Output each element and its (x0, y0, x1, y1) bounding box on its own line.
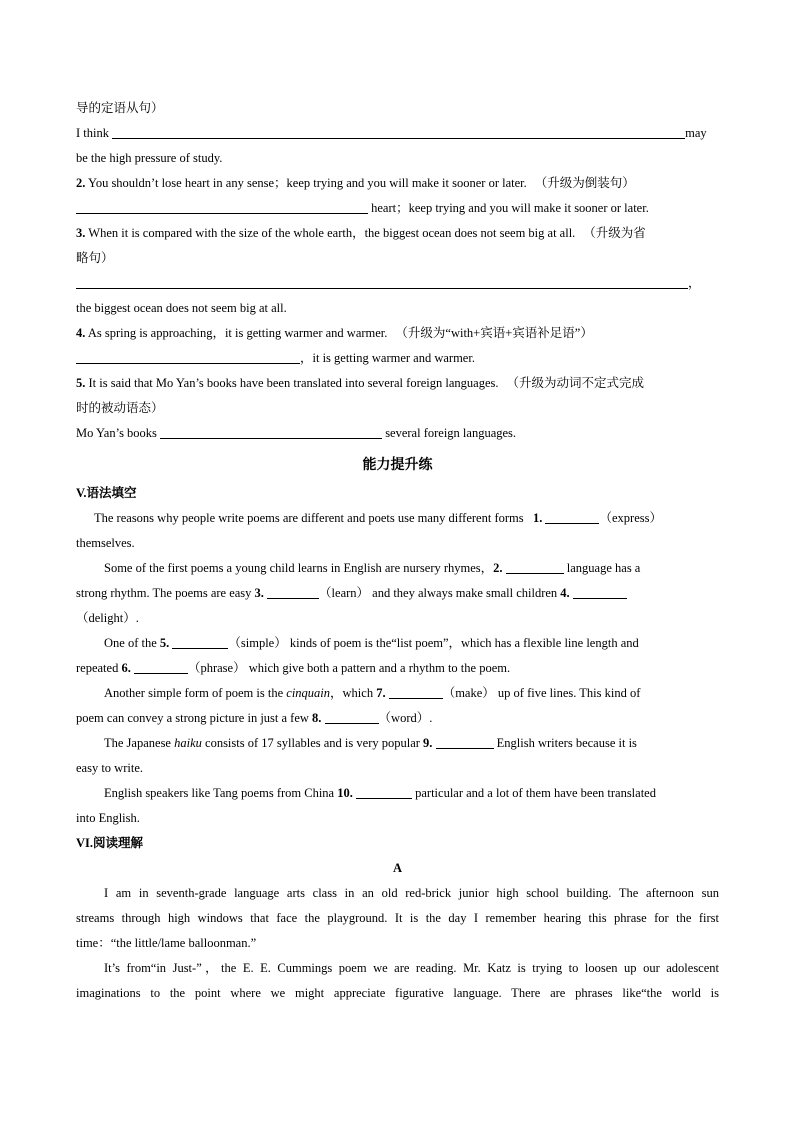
q4-text: As spring is approaching，it is getting warmer and warmer. (87, 326, 388, 340)
hint-1: （express） (599, 511, 662, 525)
p4-line2 (76, 706, 719, 731)
worksheet-page (76, 96, 719, 1006)
p4-text: Another simple form of poem is the (104, 686, 284, 700)
question-4 (76, 321, 719, 346)
p3-text-c: repeated (76, 661, 119, 675)
hint-5: （simple） (228, 636, 287, 650)
p5-italic-term: haiku (174, 736, 202, 750)
grammar-blank-1[interactable] (545, 509, 599, 524)
q3-hint-cont: 略句） (76, 251, 114, 265)
hint-7: （make） (442, 686, 495, 700)
hint-3: （learn） (319, 586, 370, 600)
q5-hint: （升级为动词不定式完成 (506, 376, 644, 390)
p5-line2: easy to write. (76, 761, 143, 775)
reading-line-4: It’s from“in Just-”，the E. E. Cummings poem we are reading. Mr. Katz is trying to loosen up our adolescent (104, 961, 719, 975)
q2-answer-line (76, 196, 719, 221)
answer-blank-5[interactable] (160, 424, 382, 439)
answer-blank-3[interactable] (76, 274, 688, 289)
p3-text-b: kinds of poem is the“list poem”，which has a flexible line length and (289, 636, 639, 650)
q4-answer-line (76, 346, 719, 371)
p3-line2 (76, 656, 719, 681)
grammar-blank-3[interactable] (267, 584, 319, 599)
blank-number-9: 9. (423, 736, 433, 750)
p4-line1 (76, 681, 719, 706)
question-1-line (76, 121, 719, 146)
p4-italic-term: cinquain (286, 686, 331, 700)
p5-text-c: English writers because it is (496, 736, 637, 750)
p2-text-c: strong rhythm. The poems are easy (76, 586, 252, 600)
question-5 (76, 371, 719, 396)
question-3 (76, 221, 719, 246)
q1-start: I think (76, 126, 109, 140)
grammar-blank-4[interactable] (573, 584, 627, 599)
blank-number-8: 8. (312, 711, 322, 725)
section-title: 能力提升练 (362, 458, 433, 473)
reading-line-2: streams through high windows that face the playground. It is the day I remember hearing this phrase for the first (76, 911, 719, 925)
p5-line1 (76, 731, 719, 756)
q5-hint-cont: 时的被动语态） (76, 401, 164, 415)
blank-number-6: 6. (121, 661, 131, 675)
q1-continuation: be the high pressure of study. (76, 151, 223, 165)
question-2 (76, 171, 719, 196)
q3-text: When it is compared with the size of the whole earth，the biggest ocean does not seem big at all. (88, 226, 576, 240)
reading-line-3: time：“the little/lame balloonman.” (76, 936, 257, 950)
blank-number-1: 1. (532, 511, 543, 525)
p4-text-b: ，which (330, 686, 374, 700)
grammar-blank-5[interactable] (172, 634, 228, 649)
blank-number-2: 2. (493, 561, 503, 575)
q4-answer-end: ，it is getting warmer and warmer. (300, 351, 475, 365)
grammar-blank-6[interactable] (134, 659, 188, 674)
q2-answer-end: heart；keep trying and you will make it sooner or later. (371, 201, 649, 215)
q5-answer-start: Mo Yan’s books (76, 426, 157, 440)
q5-answer-end: several foreign languages. (385, 426, 517, 440)
grammar-blank-9[interactable] (436, 734, 494, 749)
hint-6: （phrase） (187, 661, 246, 675)
q3-answer-line (76, 271, 719, 296)
p1-line2: themselves. (76, 536, 135, 550)
p2-text-d: and they always make small children (372, 586, 558, 600)
p3-line1 (76, 631, 719, 656)
p2-text: Some of the first poems a young child learns in English are nursery rhymes， (104, 561, 494, 575)
q3-number: 3. (76, 226, 86, 240)
q5-text: It is said that Mo Yan’s books have been translated into several foreign languages. (88, 376, 499, 390)
answer-blank-1[interactable] (112, 124, 685, 139)
q5-number: 5. (76, 376, 86, 390)
p6-line1 (76, 781, 719, 806)
p5-text-b: consists of 17 syllables and is very popular (205, 736, 420, 750)
grammar-blank-8[interactable] (325, 709, 379, 724)
q5-answer-line (76, 421, 719, 446)
blank-number-10: 10. (337, 786, 353, 800)
p5-text: The Japanese (104, 736, 171, 750)
p3-text: One of the (104, 636, 157, 650)
blank-number-4: 4. (560, 586, 570, 600)
blank-number-5: 5. (159, 636, 170, 650)
answer-blank-4[interactable] (76, 349, 300, 364)
p4-text-c: up of five lines. This kind of (497, 686, 641, 700)
grammar-blank-10[interactable] (356, 784, 412, 799)
p2-line3: （delight）. (76, 611, 139, 625)
p2-line1 (76, 556, 719, 581)
q3-comma: ， (688, 276, 701, 290)
q1-end: may (685, 126, 707, 140)
hint-8: （word）. (378, 711, 433, 725)
text-line: 导的定语从句） (76, 101, 164, 115)
q2-number: 2. (76, 176, 86, 190)
q4-number: 4. (76, 326, 86, 340)
p1-text: The reasons why people write poems are different and poets use many different forms (94, 511, 524, 525)
q2-hint: （升级为倒装句） (534, 176, 635, 190)
blank-number-3: 3. (254, 586, 264, 600)
passage-label-text: A (392, 861, 403, 875)
part5-heading-text: V.语法填空 (76, 486, 137, 500)
p6-text: English speakers like Tang poems from China (104, 786, 335, 800)
p2-text-b: language has a (566, 561, 641, 575)
reading-line-1: I am in seventh-grade language arts class in an old red-brick junior high school building. The afternoon sun (104, 886, 719, 900)
q2-text: You shouldn’t lose heart in any sense；keep trying and you will make it sooner or later. (88, 176, 527, 190)
p1-line1 (76, 506, 719, 531)
p4-text-d: poem can convey a strong picture in just a few (76, 711, 309, 725)
q3-answer-end: the biggest ocean does not seem big at all. (76, 301, 287, 315)
p2-line2 (76, 581, 719, 606)
q4-hint: （升级为“with+宾语+宾语补足语”） (395, 326, 593, 340)
grammar-blank-2[interactable] (506, 559, 564, 574)
blank-number-7: 7. (376, 686, 386, 700)
part6-heading (76, 831, 719, 856)
grammar-blank-7[interactable] (389, 684, 443, 699)
q3-hint: （升级为省 (583, 226, 646, 240)
part5-heading (76, 481, 719, 506)
reading-line-5: imaginations to the point where we might appreciate figurative language. There are phrases like“the world is (76, 986, 719, 1000)
p6-text-b: particular and a lot of them have been translated (415, 786, 656, 800)
answer-blank-2[interactable] (76, 199, 368, 214)
p6-line2: into English. (76, 811, 140, 825)
passage-label (76, 856, 719, 881)
part6-heading-text: VI.阅读理解 (76, 836, 144, 850)
p3-text-d: which give both a pattern and a rhythm to the poem. (248, 661, 511, 675)
